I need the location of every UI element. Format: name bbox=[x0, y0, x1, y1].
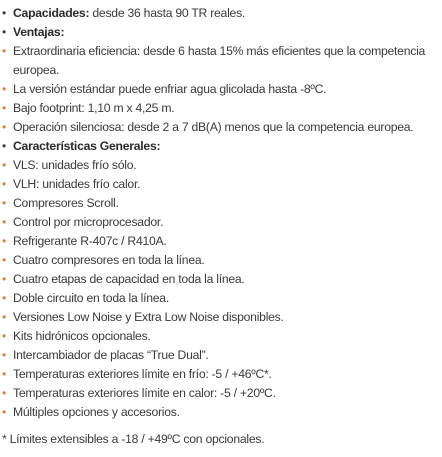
caracteristicas-item bbox=[0, 289, 436, 308]
caracteristicas-item bbox=[0, 384, 436, 403]
caracteristicas-item bbox=[0, 232, 436, 251]
footnote: * Límites extensibles a -18 / +49ºC con opcionales. bbox=[2, 432, 265, 446]
caracteristicas-item-text: Compresores Scroll. bbox=[13, 196, 119, 210]
ventajas-heading: Ventajas: bbox=[13, 25, 65, 39]
caracteristicas-item-text: Temperaturas exteriores límite en calor: -5 / +20ºC. bbox=[13, 386, 276, 400]
ventajas-item-text: Extraordinaria eficiencia: desde 6 hasta 15% más eficientes que la competencia europea. bbox=[13, 44, 426, 77]
bullet-icon: • bbox=[2, 82, 6, 96]
ventajas-item-text: Bajo footprint: 1,10 m x 4,25 m. bbox=[13, 101, 175, 115]
caracteristicas-item bbox=[0, 327, 436, 346]
bullet-icon: • bbox=[2, 367, 6, 381]
caracteristicas-item bbox=[0, 156, 436, 175]
capacidades-line bbox=[0, 4, 436, 23]
caracteristicas-item bbox=[0, 346, 436, 365]
bullet-icon: • bbox=[2, 348, 6, 362]
caracteristicas-item-text: Refrigerante R-407c / R410A. bbox=[13, 234, 167, 248]
caracteristicas-heading: Características Generales: bbox=[13, 139, 161, 153]
caracteristicas-item bbox=[0, 213, 436, 232]
bullet-icon: • bbox=[2, 329, 6, 343]
caracteristicas-item-text: Doble circuito en toda la línea. bbox=[13, 291, 169, 305]
caracteristicas-item-text: Cuatro etapas de capacidad en toda la línea. bbox=[13, 272, 245, 286]
bullet-icon: • bbox=[2, 44, 6, 58]
caracteristicas-item bbox=[0, 270, 436, 289]
caracteristicas-item-text: Múltiples opciones y accesorios. bbox=[13, 405, 180, 419]
caracteristicas-item-text: Control por microprocesador. bbox=[13, 215, 164, 229]
ventajas-item bbox=[0, 118, 436, 137]
bullet-icon: • bbox=[2, 25, 6, 39]
ventajas-item-text: La versión estándar puede enfriar agua glicolada hasta -8ºC. bbox=[13, 82, 327, 96]
spec-document bbox=[0, 4, 436, 449]
caracteristicas-item bbox=[0, 251, 436, 270]
caracteristicas-item bbox=[0, 175, 436, 194]
bullet-icon: • bbox=[2, 139, 6, 153]
caracteristicas-item-text: VLH: unidades frío calor. bbox=[13, 177, 141, 191]
bullet-icon: • bbox=[2, 177, 6, 191]
bullet-icon: • bbox=[2, 310, 6, 324]
caracteristicas-item-text: Intercambiador de placas “True Dual”. bbox=[13, 348, 209, 362]
bullet-icon: • bbox=[2, 291, 6, 305]
ventajas-item bbox=[0, 42, 436, 80]
ventajas-item bbox=[0, 99, 436, 118]
capacidades-label: Capacidades: bbox=[13, 6, 90, 20]
bullet-icon: • bbox=[2, 158, 6, 172]
ventajas-heading-line bbox=[0, 23, 436, 42]
bullet-icon: • bbox=[2, 405, 6, 419]
caracteristicas-item bbox=[0, 194, 436, 213]
bullet-icon: • bbox=[2, 215, 6, 229]
caracteristicas-item-text: Temperaturas exteriores límite en frío: -5 / +46ºC*. bbox=[13, 367, 272, 381]
bullet-icon: • bbox=[2, 120, 6, 134]
caracteristicas-item-text: Cuatro compresores en toda la línea. bbox=[13, 253, 205, 267]
caracteristicas-item bbox=[0, 403, 436, 422]
bullet-icon: • bbox=[2, 234, 6, 248]
caracteristicas-item bbox=[0, 308, 436, 327]
capacidades-text: desde 36 hasta 90 TR reales. bbox=[89, 6, 246, 20]
bullet-icon: • bbox=[2, 272, 6, 286]
ventajas-item-text: Operación silenciosa: desde 2 a 7 dB(A) menos que la competencia europea. bbox=[13, 120, 414, 134]
ventajas-item bbox=[0, 80, 436, 99]
bullet-icon: • bbox=[2, 196, 6, 210]
bullet-icon: • bbox=[2, 386, 6, 400]
caracteristicas-item-text: Versiones Low Noise y Extra Low Noise disponibles. bbox=[13, 310, 284, 324]
caracteristicas-item bbox=[0, 365, 436, 384]
bullet-icon: • bbox=[2, 6, 6, 20]
caracteristicas-item-text: VLS: unidades frío sólo. bbox=[13, 158, 137, 172]
bullet-icon: • bbox=[2, 253, 6, 267]
bullet-icon: • bbox=[2, 101, 6, 115]
caracteristicas-heading-line bbox=[0, 137, 436, 156]
caracteristicas-item-text: Kits hidrónicos opcionales. bbox=[13, 329, 151, 343]
